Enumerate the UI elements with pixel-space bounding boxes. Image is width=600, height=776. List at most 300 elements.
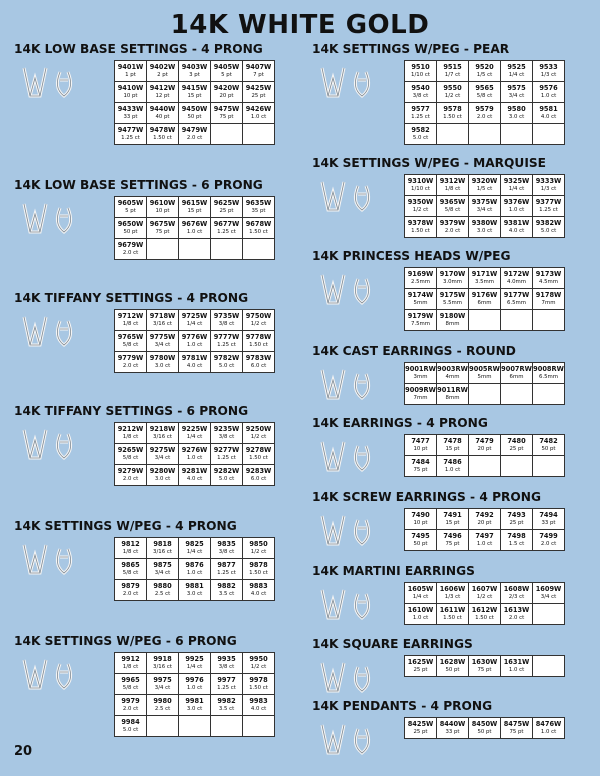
sku-cell — [405, 289, 437, 310]
sku-code: 9983 — [249, 697, 268, 705]
empty-cell — [501, 456, 533, 477]
sku-size: 3/16 ct — [153, 321, 172, 327]
sku-cell — [179, 559, 211, 580]
sku-cell — [533, 82, 565, 103]
table-row — [115, 580, 275, 601]
sku-cell — [469, 61, 501, 82]
sku-size: 3/4 ct — [476, 207, 493, 213]
sku-cell — [179, 82, 211, 103]
product-image — [314, 60, 384, 104]
sku-cell — [147, 352, 179, 373]
sku-size: 3/4 ct — [154, 570, 171, 576]
sku-size: 25 pt — [413, 667, 428, 673]
sku-cell — [437, 268, 469, 289]
table-row — [115, 61, 275, 82]
sku-size: 3 pt — [189, 72, 200, 78]
table-row — [115, 423, 275, 444]
sku-size: 75 pt — [219, 114, 234, 120]
sku-cell — [147, 695, 179, 716]
sku-size: 1.50 ct — [443, 114, 462, 120]
sku-size: 3/8 ct — [412, 93, 429, 99]
sku-cell — [533, 583, 565, 604]
sku-cell — [211, 674, 243, 695]
sku-cell — [243, 559, 275, 580]
sku-size: 1/5 ct — [476, 186, 493, 192]
sku-size: 33 pt — [541, 520, 556, 526]
sku-cell — [211, 538, 243, 559]
sku-cell — [469, 583, 501, 604]
empty-cell — [501, 384, 533, 405]
sku-size: 3/4 ct — [508, 93, 525, 99]
sku-table — [114, 309, 275, 373]
sku-code: 7492 — [475, 511, 494, 519]
sku-size: 7 pt — [253, 72, 264, 78]
sku-size: 1/2 ct — [444, 93, 461, 99]
sku-cell — [469, 196, 501, 217]
sku-size: 1/4 ct — [186, 321, 203, 327]
page-title: 14K WHITE GOLD — [170, 10, 430, 40]
sku-cell — [211, 218, 243, 239]
sku-cell — [179, 352, 211, 373]
sku-code: 1610W — [407, 606, 434, 614]
sku-cell — [211, 695, 243, 716]
sku-code: 9976 — [185, 676, 204, 684]
sku-size: 1/5 ct — [476, 72, 493, 78]
sku-cell — [243, 352, 275, 373]
sku-size: 1.50 ct — [475, 615, 494, 621]
sku-code: 9812 — [121, 540, 140, 548]
sku-table — [404, 267, 565, 331]
table-row — [115, 197, 275, 218]
sku-code: 9950 — [249, 655, 268, 663]
sku-size: 1.50 ct — [249, 455, 268, 461]
sku-code: 9780W — [149, 354, 176, 362]
sku-code: 9276W — [181, 446, 208, 454]
table-row — [405, 435, 565, 456]
product-illustration — [16, 60, 86, 108]
sku-code: 9765W — [117, 333, 144, 341]
sku-code: 9176W — [471, 291, 498, 299]
sku-size: 5.0 ct — [218, 476, 235, 482]
sku-cell — [211, 423, 243, 444]
section-title: 14K SETTINGS W/PEG - 4 PRONG — [14, 519, 237, 533]
sku-code: 9475W — [213, 105, 240, 113]
sku-table — [404, 362, 565, 405]
sku-size: 20 pt — [477, 446, 492, 452]
sku-cell — [147, 559, 179, 580]
sku-cell — [115, 310, 147, 331]
sku-cell — [115, 82, 147, 103]
sku-table — [114, 196, 275, 260]
sku-cell — [437, 718, 469, 739]
sku-cell — [147, 674, 179, 695]
product-illustration — [314, 267, 384, 315]
sku-size: 1.0 ct — [540, 729, 557, 735]
sku-size: 2.0 ct — [122, 250, 139, 256]
sku-size: 1.0 ct — [476, 541, 493, 547]
sku-cell — [437, 289, 469, 310]
sku-code: 9580 — [507, 105, 526, 113]
sku-cell — [179, 218, 211, 239]
sku-cell — [147, 580, 179, 601]
sku-cell — [501, 175, 533, 196]
product-illustration — [16, 422, 86, 470]
sku-code: 9477W — [117, 126, 144, 134]
sku-size: 1/4 ct — [508, 186, 525, 192]
sku-cell — [469, 509, 501, 530]
product-image — [314, 434, 384, 478]
sku-size: 3/4 ct — [154, 685, 171, 691]
sku-size: 5/8 ct — [476, 93, 493, 99]
sku-cell — [115, 124, 147, 145]
sku-code: 9735W — [213, 312, 240, 320]
product-illustration — [314, 582, 384, 630]
sku-cell — [147, 423, 179, 444]
sku-size: 3/4 ct — [154, 342, 171, 348]
sku-size: 33 pt — [123, 114, 138, 120]
sku-size: 1/4 ct — [186, 434, 203, 440]
sku-code: 9676W — [181, 220, 208, 228]
sku-size: 4.0 ct — [508, 228, 525, 234]
empty-cell — [437, 124, 469, 145]
empty-cell — [501, 124, 533, 145]
empty-cell — [179, 239, 211, 260]
sku-size: 1.0 ct — [508, 207, 525, 213]
sku-size: 8mm — [445, 321, 460, 327]
sku-size: 1/2 ct — [412, 207, 429, 213]
sku-cell — [405, 268, 437, 289]
sku-cell — [405, 310, 437, 331]
sku-size: 5mm — [477, 374, 492, 380]
sku-code: 9425W — [245, 84, 272, 92]
sku-cell — [211, 465, 243, 486]
sku-code: 9179W — [407, 312, 434, 320]
sku-cell — [533, 363, 565, 384]
product-section — [312, 699, 590, 735]
sku-size: 4mm — [445, 374, 460, 380]
sku-cell — [243, 423, 275, 444]
sku-size: 1/4 ct — [412, 594, 429, 600]
sku-code: 9333W — [535, 177, 562, 185]
sku-code: 1605W — [407, 585, 434, 593]
sku-size: 3mm — [413, 374, 428, 380]
sku-cell — [115, 695, 147, 716]
sku-cell — [115, 218, 147, 239]
empty-cell — [243, 716, 275, 737]
sku-cell — [211, 82, 243, 103]
sku-cell — [179, 331, 211, 352]
sku-code: 9778W — [245, 333, 272, 341]
sku-size: 3.0 ct — [186, 591, 203, 597]
sku-code: 8450W — [471, 720, 498, 728]
sku-size: 50 pt — [541, 446, 556, 452]
sku-cell — [243, 197, 275, 218]
sku-size: 1/8 ct — [444, 186, 461, 192]
sku-code: 9879 — [121, 582, 140, 590]
empty-cell — [469, 310, 501, 331]
sku-cell — [243, 538, 275, 559]
sku-code: 9677W — [213, 220, 240, 228]
sku-cell — [533, 289, 565, 310]
sku-cell — [147, 465, 179, 486]
sku-code: 9882 — [217, 582, 236, 590]
sku-size: 1/4 ct — [508, 72, 525, 78]
sku-size: 5/8 ct — [122, 570, 139, 576]
product-image — [16, 196, 86, 240]
table-row — [405, 196, 565, 217]
sku-size: 1/8 ct — [122, 434, 139, 440]
sku-code: 9007RW — [501, 365, 532, 373]
table-row — [405, 530, 565, 551]
sku-table — [404, 434, 565, 477]
sku-cell — [243, 653, 275, 674]
sku-code: 9281W — [181, 467, 208, 475]
sku-code: 9350W — [407, 198, 434, 206]
sku-size: 4.0 ct — [540, 114, 557, 120]
sku-cell — [147, 331, 179, 352]
sku-cell — [405, 384, 437, 405]
sku-code: 9280W — [149, 467, 176, 475]
sku-cell — [211, 103, 243, 124]
sku-code: 9679W — [117, 241, 144, 249]
sku-code: 7482 — [539, 437, 558, 445]
sku-cell — [405, 82, 437, 103]
sku-code: 9382W — [535, 219, 562, 227]
sku-cell — [469, 718, 501, 739]
sku-cell — [437, 363, 469, 384]
table-row — [405, 583, 565, 604]
table-row — [405, 103, 565, 124]
section-title: 14K SCREW EARRINGS - 4 PRONG — [312, 490, 541, 504]
section-title: 14K LOW BASE SETTINGS - 4 PRONG — [14, 42, 263, 56]
sku-size: 5/8 ct — [122, 685, 139, 691]
sku-code: 9377W — [535, 198, 562, 206]
sku-code: 8475W — [503, 720, 530, 728]
sku-code: 7498 — [507, 532, 526, 540]
empty-cell — [147, 716, 179, 737]
sku-code: 9982 — [217, 697, 236, 705]
sku-cell — [211, 197, 243, 218]
sku-size: 1/2 ct — [250, 664, 267, 670]
sku-cell — [243, 331, 275, 352]
sku-code: 9426W — [245, 105, 272, 113]
sku-size: 1.0 ct — [412, 615, 429, 621]
sku-table — [404, 508, 565, 551]
sku-size: 75 pt — [477, 667, 492, 673]
sku-cell — [501, 530, 533, 551]
sku-code: 9005RW — [469, 365, 500, 373]
sku-cell — [437, 217, 469, 238]
sku-cell — [533, 268, 565, 289]
sku-code: 9978 — [249, 676, 268, 684]
sku-size: 3/4 ct — [154, 455, 171, 461]
sku-code: 9718W — [149, 312, 176, 320]
sku-size: 1/2 ct — [476, 594, 493, 600]
sku-code: 9410W — [117, 84, 144, 92]
sku-cell — [115, 716, 147, 737]
sku-size: 12 pt — [155, 93, 170, 99]
product-section — [14, 519, 294, 597]
sku-size: 3/16 ct — [153, 549, 172, 555]
table-row — [115, 538, 275, 559]
sku-size: 4.0 ct — [250, 706, 267, 712]
sku-size: 1/2 ct — [250, 434, 267, 440]
sku-size: 6.0 ct — [250, 363, 267, 369]
sku-cell — [179, 61, 211, 82]
section-title: 14K LOW BASE SETTINGS - 6 PRONG — [14, 178, 263, 192]
sku-code: 9850 — [249, 540, 268, 548]
product-section — [14, 634, 294, 733]
sku-cell — [179, 674, 211, 695]
sku-cell — [501, 82, 533, 103]
sku-code: 1609W — [535, 585, 562, 593]
sku-size: 2.0 ct — [476, 114, 493, 120]
sku-cell — [115, 653, 147, 674]
sku-code: 9478W — [149, 126, 176, 134]
product-section — [14, 178, 294, 256]
sku-size: 25 pt — [413, 729, 428, 735]
product-illustration — [314, 174, 384, 222]
product-section — [14, 404, 294, 482]
sku-code: 9980 — [153, 697, 172, 705]
sku-code: 9712W — [117, 312, 144, 320]
sku-size: 1.50 ct — [249, 229, 268, 235]
product-illustration — [16, 309, 86, 357]
sku-cell — [405, 718, 437, 739]
sku-cell — [147, 538, 179, 559]
sku-size: 25 pt — [509, 446, 524, 452]
sku-code: 7493 — [507, 511, 526, 519]
sku-code: 9173W — [535, 270, 562, 278]
sku-size: 4.0 ct — [250, 591, 267, 597]
sku-size: 10 pt — [123, 93, 138, 99]
sku-code: 1628W — [439, 658, 466, 666]
sku-code: 1631W — [503, 658, 530, 666]
sku-code: 9172W — [503, 270, 530, 278]
sku-size: 1.0 ct — [186, 570, 203, 576]
product-image — [16, 60, 86, 104]
sku-size: 6.5mm — [506, 300, 527, 306]
sku-cell — [469, 103, 501, 124]
sku-code: 9003RW — [437, 365, 468, 373]
sku-size: 2.5 ct — [154, 591, 171, 597]
empty-cell — [179, 716, 211, 737]
table-row — [115, 674, 275, 695]
sku-cell — [501, 196, 533, 217]
sku-cell — [179, 538, 211, 559]
sku-table — [404, 174, 565, 238]
sku-cell — [501, 61, 533, 82]
sku-size: 75 pt — [155, 229, 170, 235]
sku-cell — [501, 217, 533, 238]
sku-code: 9565 — [475, 84, 494, 92]
sku-code: 9009RW — [405, 386, 436, 394]
sku-size: 1.0 ct — [444, 467, 461, 473]
sku-size: 75 pt — [445, 541, 460, 547]
sku-cell — [115, 197, 147, 218]
empty-cell — [501, 310, 533, 331]
sku-cell — [533, 217, 565, 238]
sku-code: 9212W — [117, 425, 144, 433]
sku-cell — [405, 583, 437, 604]
empty-cell — [211, 716, 243, 737]
sku-code: 7494 — [539, 511, 558, 519]
sku-size: 1.50 ct — [249, 342, 268, 348]
product-image — [314, 717, 384, 761]
table-row — [115, 465, 275, 486]
sku-code: 7478 — [443, 437, 462, 445]
section-title: 14K PRINCESS HEADS W/PEG — [312, 249, 511, 263]
sku-code: 9381W — [503, 219, 530, 227]
product-illustration — [314, 655, 384, 703]
sku-size: 1.0 ct — [186, 342, 203, 348]
sku-cell — [437, 175, 469, 196]
product-section — [312, 42, 590, 141]
sku-code: 7497 — [475, 532, 494, 540]
empty-cell — [533, 384, 565, 405]
table-row — [115, 352, 275, 373]
empty-cell — [469, 124, 501, 145]
product-illustration — [16, 196, 86, 244]
sku-code: 9977 — [217, 676, 236, 684]
table-row — [115, 653, 275, 674]
sku-size: 1/2 ct — [250, 321, 267, 327]
empty-cell — [211, 124, 243, 145]
sku-code: 9277W — [213, 446, 240, 454]
sku-code: 9781W — [181, 354, 208, 362]
sku-cell — [437, 656, 469, 677]
sku-cell — [147, 61, 179, 82]
product-section — [312, 344, 590, 401]
sku-cell — [243, 103, 275, 124]
sku-cell — [243, 695, 275, 716]
sku-code: 9415W — [181, 84, 208, 92]
table-row — [115, 82, 275, 103]
sku-cell — [469, 363, 501, 384]
sku-cell — [469, 530, 501, 551]
sku-cell — [405, 435, 437, 456]
sku-cell — [147, 103, 179, 124]
product-image — [314, 582, 384, 626]
table-row — [405, 61, 565, 82]
sku-cell — [437, 196, 469, 217]
sku-code: 9177W — [503, 291, 530, 299]
sku-size: 6.0 ct — [250, 476, 267, 482]
sku-size: 2.0 ct — [122, 591, 139, 597]
sku-size: 10 pt — [413, 520, 428, 526]
sku-size: 1.0 ct — [186, 455, 203, 461]
sku-code: 9783W — [245, 354, 272, 362]
product-image — [314, 655, 384, 699]
sku-cell — [179, 653, 211, 674]
sku-code: 9918 — [153, 655, 172, 663]
sku-code: 9420W — [213, 84, 240, 92]
sku-size: 1 pt — [125, 72, 136, 78]
sku-code: 9579 — [475, 105, 494, 113]
sku-code: 9011RW — [437, 386, 468, 394]
sku-size: 6mm — [477, 300, 492, 306]
product-image — [314, 267, 384, 311]
sku-code: 7480 — [507, 437, 526, 445]
sku-cell — [437, 384, 469, 405]
sku-cell — [501, 103, 533, 124]
sku-code: 9550 — [443, 84, 462, 92]
sku-size: 1/2 ct — [250, 549, 267, 555]
sku-cell — [533, 530, 565, 551]
sku-code: 9376W — [503, 198, 530, 206]
sku-table — [404, 655, 565, 677]
sku-code: 1613W — [503, 606, 530, 614]
